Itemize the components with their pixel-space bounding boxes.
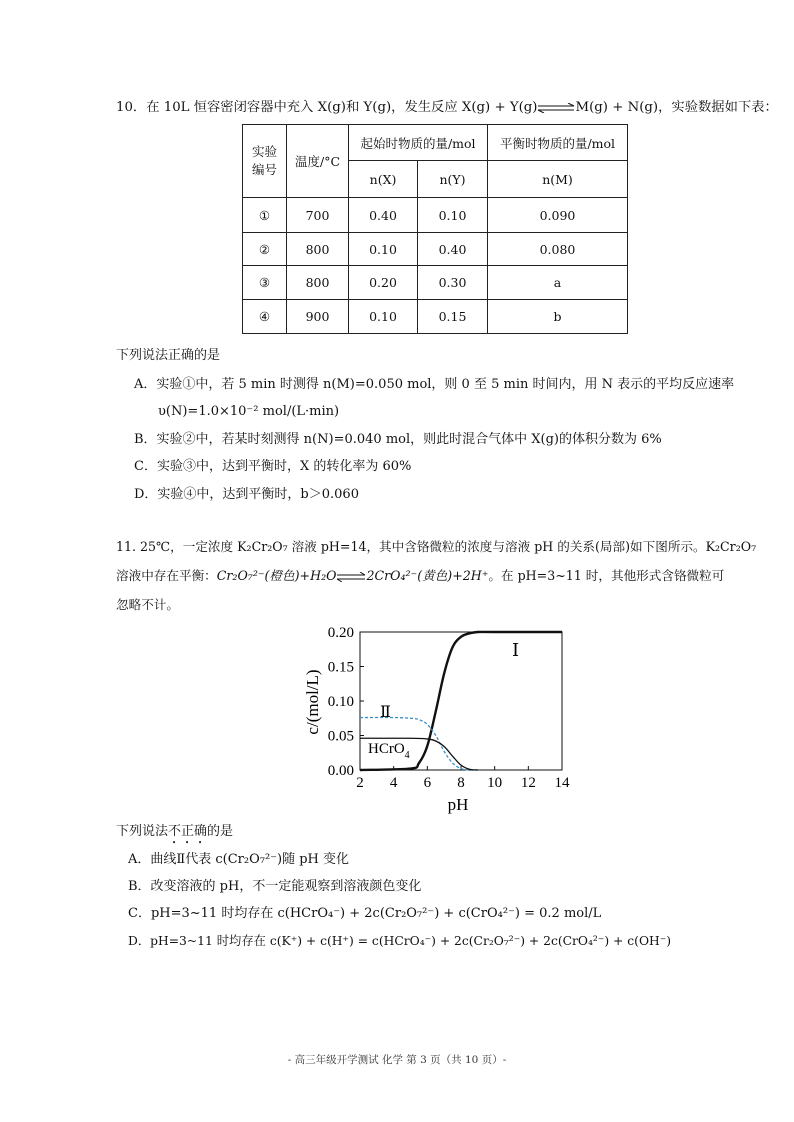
series-label-hcro4: HCrO$_4$ [368, 741, 410, 761]
cell: a [488, 266, 628, 300]
x-tick-label: 2 [356, 775, 364, 791]
table-row [243, 300, 628, 334]
y-tick-label: 0.20 [327, 625, 354, 641]
x-tick-label: 4 [389, 775, 398, 791]
x-tick-label: 14 [554, 775, 570, 791]
equilibrium-arrow-icon [336, 572, 366, 582]
cell: 0.080 [488, 233, 628, 266]
cell: 0.10 [349, 300, 418, 334]
q10-option-b: B．实验②中，若某时刻测得 n(N)=0.040 mol，则此时混合气体中 X(g)的体积分数为 6% [134, 432, 662, 447]
q10-stem-part2: M(g) + N(g)，实验数据如下表： [575, 100, 778, 115]
q10-option-c: C．实验③中，达到平衡时，X 的转化率为 60% [134, 459, 412, 474]
series-label-I: Ⅰ [512, 640, 520, 660]
cell: ③ [243, 266, 287, 300]
q11-option-c: C．pH=3~11 时均存在 c(HCrO₄⁻) + 2c(Cr₂O₇²⁻) + c(CrO₄²⁻) = 0.2 mol/L [128, 906, 602, 921]
q11-option-b: B．改变溶液的 pH，不一定能观察到溶液颜色变化 [128, 879, 422, 894]
cell: 800 [287, 266, 349, 300]
cell: ④ [243, 300, 287, 334]
chromium-species-chart [296, 616, 586, 814]
table-row [243, 233, 628, 266]
q11-prompt-b: 的是 [207, 824, 234, 839]
x-tick-label: 6 [423, 775, 432, 791]
equilibrium-arrow-icon [537, 103, 575, 113]
y-tick-label: 0.10 [327, 694, 354, 710]
x-tick-label: 10 [487, 775, 503, 791]
cell: 0.30 [418, 266, 488, 300]
table-row [243, 198, 628, 233]
cell: b [488, 300, 628, 334]
cell: 0.10 [349, 233, 418, 266]
cell: ① [243, 198, 287, 233]
header-temperature: 温度/°C [287, 125, 349, 198]
q11-equation-left: Cr₂O₇²⁻(橙色)+H₂O [216, 568, 337, 583]
series-label-II: Ⅱ [380, 704, 391, 721]
q10-stem [116, 98, 778, 118]
y-tick-label: 0.05 [327, 728, 354, 745]
x-tick-label: 12 [520, 775, 536, 791]
header-nm: n(M) [488, 161, 628, 198]
q11-prompt [116, 822, 233, 847]
header-initial-amount: 起始时物质的量/mol [349, 125, 488, 161]
q11-option-a: A．曲线Ⅱ代表 c(Cr₂O₇²⁻)随 pH 变化 [128, 852, 350, 867]
header-nx: n(X) [349, 161, 418, 198]
x-tick-label: 8 [457, 775, 465, 791]
cell: 0.40 [349, 198, 418, 233]
table-row [243, 266, 628, 300]
q11-stem-line1: 11. 25℃，一定浓度 K₂Cr₂O₇ 溶液 pH=14，其中含铬微粒的浓度与溶液 pH 的关系(局部)如下图所示。K₂Cr₂O₇ [116, 539, 757, 554]
q10-stem-part1: 10．在 10L 恒容密闭容器中充入 X(g)和 Y(g)，发生反应 X(g) + Y(g) [116, 100, 538, 115]
q11-prompt-emphasis: 不正确 [168, 824, 208, 839]
q11-equation-right: 2CrO₄²⁻(黄色)+2H⁺ [366, 568, 489, 583]
q11-stem-line2 [116, 566, 724, 586]
header-ny: n(Y) [418, 161, 488, 198]
cell: 0.15 [418, 300, 488, 334]
cell: ② [243, 233, 287, 266]
cell: 0.10 [418, 198, 488, 233]
q10-prompt: 下列说法正确的是 [116, 348, 221, 363]
cell: 800 [287, 233, 349, 266]
q11-line2-suffix: 。在 pH=3~11 时，其他形式含铬微粒可 [488, 568, 725, 583]
q11-stem-line3: 忽略不计。 [116, 597, 179, 612]
q10-option-d: D．实验④中，达到平衡时，b＞0.060 [134, 487, 359, 502]
cell: 900 [287, 300, 349, 334]
cell: 0.40 [418, 233, 488, 266]
q10-data-table [242, 124, 628, 334]
cell: 700 [287, 198, 349, 233]
cell: 0.090 [488, 198, 628, 233]
q11-line2-prefix: 溶液中存在平衡： [116, 568, 217, 583]
page-footer: - 高三年级开学测试 化学 第 3 页（共 10 页）- [287, 1054, 507, 1066]
y-axis-label: c/(mol/L) [303, 669, 322, 735]
y-tick-label: 0.00 [327, 763, 354, 779]
q10-option-a-line1: A．实验①中，若 5 min 时测得 n(M)=0.050 mol，则 0 至 5 min 时间内，用 N 表示的平均反应速率 [134, 377, 735, 392]
y-tick-label: 0.15 [327, 659, 354, 676]
q11-option-d: D．pH=3~11 时均存在 c(K⁺) + c(H⁺) = c(HCrO₄⁻) + 2c(Cr₂O₇²⁻) + 2c(CrO₄²⁻) + c(OH⁻) [128, 934, 672, 948]
cell: 0.20 [349, 266, 418, 300]
header-experiment: 实验 编号 [243, 125, 287, 198]
x-axis-label: pH [447, 795, 469, 814]
header-equilibrium-amount: 平衡时物质的量/mol [488, 125, 628, 161]
q10-option-a-line2: υ(N)=1.0×10⁻² mol/(L·min) [158, 404, 340, 419]
q11-prompt-a: 下列说法 [116, 824, 169, 839]
